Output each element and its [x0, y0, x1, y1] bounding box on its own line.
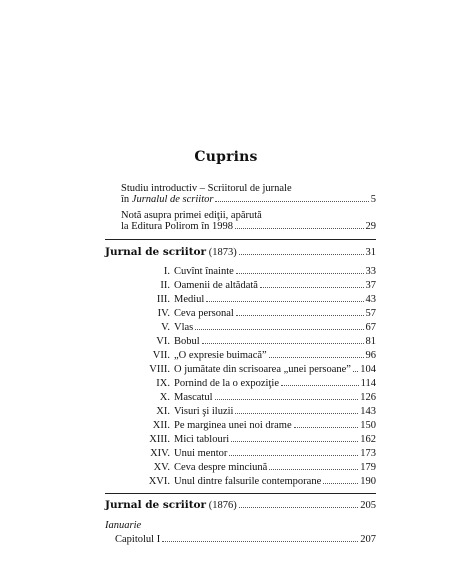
chapter-title: Vlas	[174, 322, 194, 333]
page-number: 67	[365, 322, 376, 333]
toc-chapter	[105, 431, 376, 445]
dot-leader	[235, 228, 364, 229]
dot-leader	[294, 427, 359, 428]
dot-leader	[236, 273, 364, 274]
dot-leader	[162, 541, 358, 542]
chapter-number: VI.	[156, 336, 170, 347]
page-number: 190	[360, 476, 376, 487]
chapter-number: VIII.	[149, 364, 170, 375]
page-number: 205	[360, 500, 376, 511]
chapter-title: Pe marginea unei noi drame	[174, 420, 292, 431]
chapter-number: III.	[156, 294, 170, 305]
chapter-number: XII.	[152, 420, 170, 431]
chapter-number: XVI.	[148, 476, 170, 487]
dot-leader	[269, 469, 358, 470]
chapter-number: IV.	[157, 308, 170, 319]
entry-title-line: Studiu introductiv – Scriitorul de jurnale	[121, 183, 292, 194]
toc-chapter	[105, 319, 376, 333]
chapter-title: Unul dintre falsurile contemporane	[174, 476, 322, 487]
toc-chapter	[105, 291, 376, 305]
page-number: 33	[365, 266, 376, 277]
chapter-number: XV.	[153, 462, 170, 473]
toc-section-1873	[105, 244, 376, 258]
chapter-number: II.	[160, 280, 170, 291]
toc-chapter	[105, 417, 376, 431]
dot-leader	[235, 413, 358, 414]
toc-chapter	[105, 347, 376, 361]
dot-leader	[215, 201, 368, 202]
page-number: 29	[365, 221, 376, 232]
section-title: Jurnal de scriitor	[105, 246, 207, 258]
dot-leader	[231, 441, 358, 442]
chapter-title: Ceva personal	[174, 308, 234, 319]
chapter-number: IX.	[156, 378, 170, 389]
dot-leader	[239, 507, 359, 508]
divider-rule	[105, 493, 376, 494]
toc-chapter	[105, 531, 376, 545]
dot-leader	[229, 455, 358, 456]
dot-leader	[215, 399, 359, 400]
toc-chapter	[105, 263, 376, 277]
page-number: 150	[360, 420, 376, 431]
dot-leader	[281, 385, 359, 386]
dot-leader	[206, 301, 363, 302]
page-number: 143	[360, 406, 376, 417]
toc-section-1876	[105, 497, 376, 511]
page-number: 104	[360, 364, 376, 375]
page-title: Cuprins	[194, 149, 258, 165]
chapter-title: Capitolul I	[115, 534, 161, 545]
page-number: 207	[360, 534, 376, 545]
chapter-title: Ceva despre minciună	[174, 462, 268, 473]
section-year: (1873)	[208, 247, 237, 258]
toc-month	[105, 517, 376, 531]
page-number: 173	[360, 448, 376, 459]
chapter-title: Oamenii de altădată	[174, 280, 258, 291]
month-heading: Ianuarie	[105, 520, 142, 531]
dot-leader	[239, 254, 364, 255]
chapter-number: I.	[163, 266, 170, 277]
toc-chapter	[105, 333, 376, 347]
entry-title-italic: Jurnalul de scriitor	[131, 194, 214, 205]
chapter-title: Pornind de la o expoziţie	[174, 378, 279, 389]
dot-leader	[236, 315, 364, 316]
page-number: 5	[370, 194, 376, 205]
toc-chapter	[105, 445, 376, 459]
entry-title-line: Notă asupra primei ediţii, apărută	[121, 210, 262, 221]
page-number: 31	[365, 247, 376, 258]
dot-leader	[323, 483, 358, 484]
toc-chapter	[105, 459, 376, 473]
dot-leader	[202, 343, 364, 344]
chapter-number: X.	[159, 392, 170, 403]
chapter-number: VII.	[152, 350, 170, 361]
toc-chapter	[105, 473, 376, 487]
page-number: 162	[360, 434, 376, 445]
chapter-title: Mascatul	[174, 392, 213, 403]
chapter-number: XIII.	[149, 434, 170, 445]
dot-leader	[353, 371, 358, 372]
toc-chapter	[105, 277, 376, 291]
section-year: (1876)	[208, 500, 237, 511]
toc-chapter	[105, 305, 376, 319]
toc-chapter	[105, 403, 376, 417]
dot-leader	[195, 329, 363, 330]
dot-leader	[260, 287, 364, 288]
entry-title-line	[121, 194, 213, 205]
page-number: 43	[365, 294, 376, 305]
toc-entry-note	[121, 210, 376, 232]
page-number: 126	[360, 392, 376, 403]
divider-rule	[105, 239, 376, 240]
entry-title-line: la Editura Polirom în 1998	[121, 221, 233, 232]
page-number: 114	[360, 378, 376, 389]
toc-chapter	[105, 389, 376, 403]
chapter-number: XIV.	[150, 448, 170, 459]
page-number: 179	[360, 462, 376, 473]
page-number: 37	[365, 280, 376, 291]
chapter-title: Mediul	[174, 294, 205, 305]
dot-leader	[269, 357, 364, 358]
chapter-title: Cuvînt înainte	[174, 266, 234, 277]
chapter-title: Unui mentor	[174, 448, 228, 459]
chapter-title: „O expresie buimacă”	[174, 350, 267, 361]
toc-entry-introduction	[121, 183, 376, 205]
page-number: 81	[365, 336, 376, 347]
chapter-number: XI.	[156, 406, 170, 417]
toc-chapter	[105, 361, 376, 375]
chapter-title: Bobul	[174, 336, 200, 347]
chapter-title: O jumătate din scrisoarea „unei persoane”	[174, 364, 351, 375]
entry-title-prefix: în	[121, 194, 132, 205]
chapter-title: Visuri şi iluzii	[174, 406, 234, 417]
toc-chapter	[105, 375, 376, 389]
section-title: Jurnal de scriitor	[105, 499, 207, 511]
chapter-title: Mici tablouri	[174, 434, 230, 445]
page-number: 96	[365, 350, 376, 361]
page-number: 57	[365, 308, 376, 319]
chapter-number: V.	[161, 322, 170, 333]
